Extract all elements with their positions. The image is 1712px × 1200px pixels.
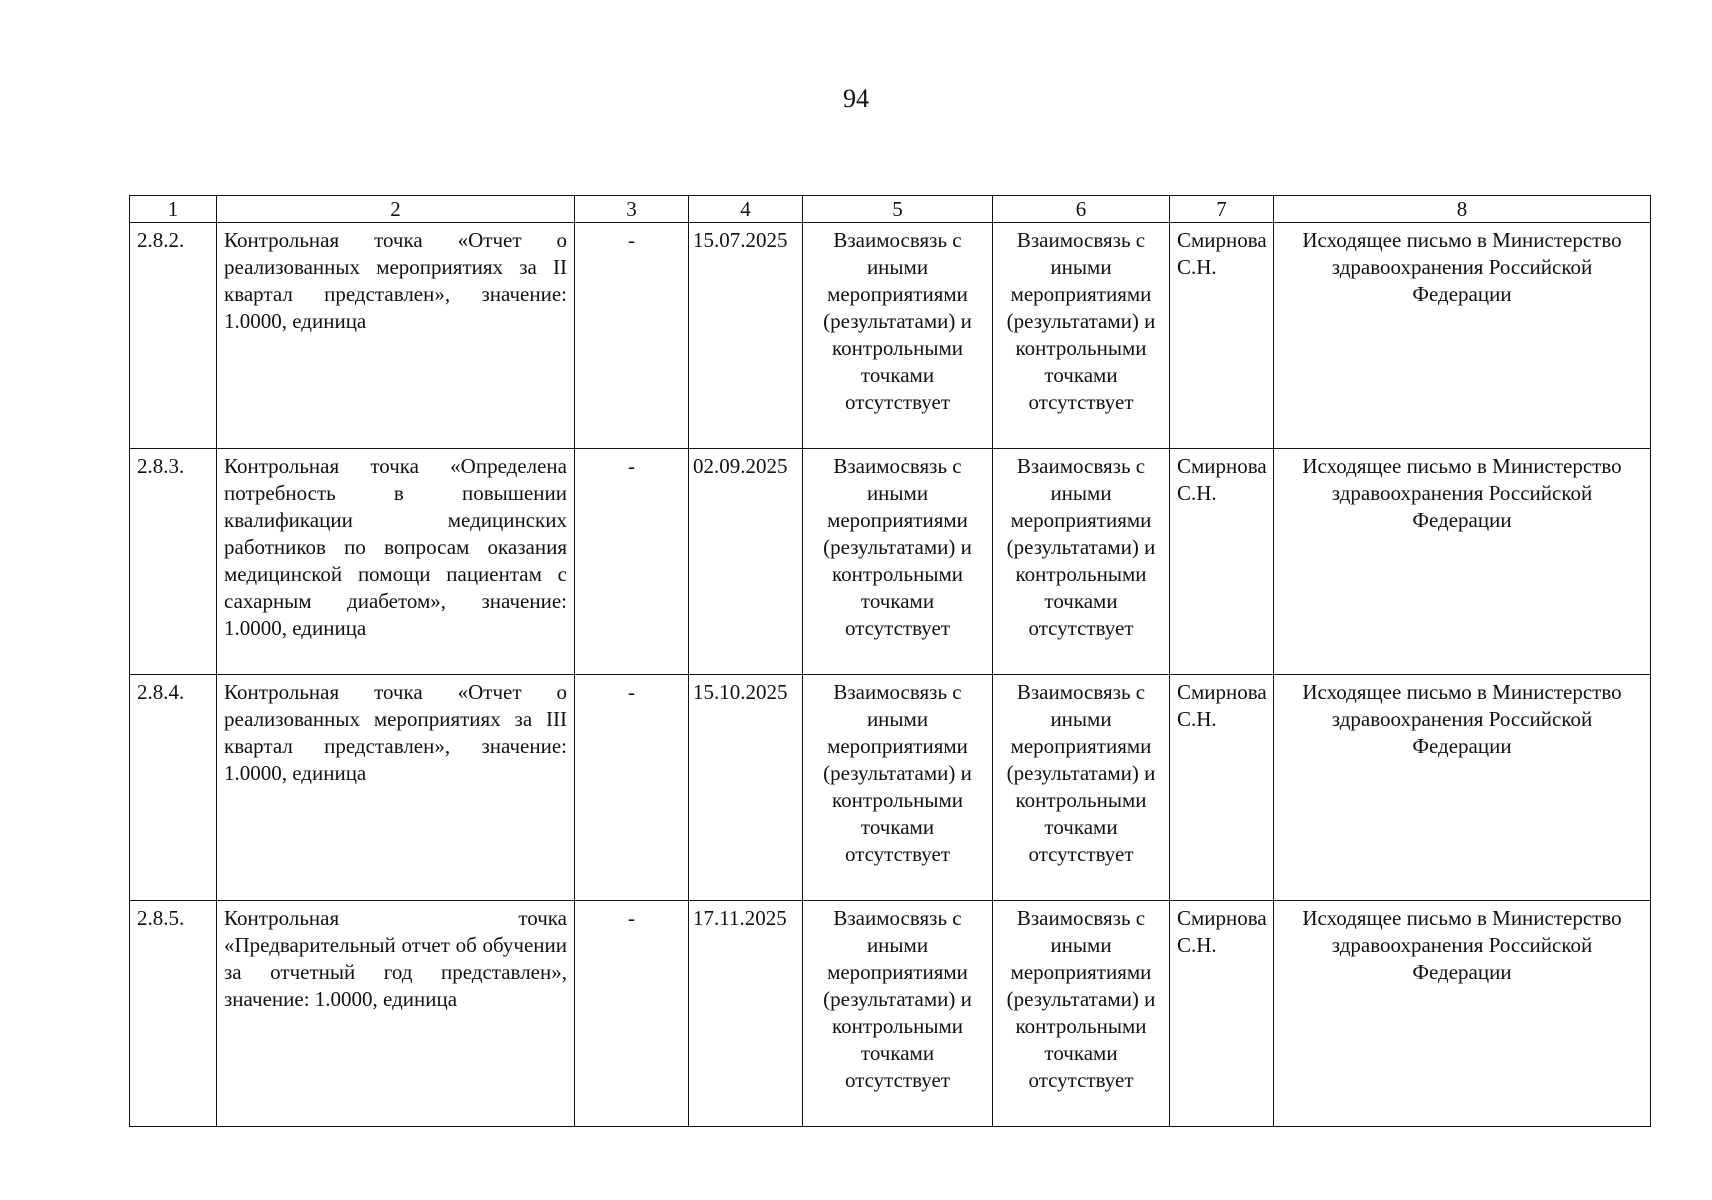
control-point-name: Контрольная точка «Определена потребность в повышении квалификации медицинских работников по вопросам оказания медицинской помощи пациентам с сахарным диабетом», значение: 1.0000, единица [217,449,575,675]
responsible-person: Смирнова С.Н. [1170,901,1274,1127]
confirming-document: Исходящее письмо в Министерство здравоохранения Российской Федерации [1274,901,1651,1127]
table-row [130,223,1651,449]
column-header: 2 [217,196,575,223]
deadline-date: 15.10.2025 [689,675,803,901]
deadline-date: 02.09.2025 [689,449,803,675]
column-header: 8 [1274,196,1651,223]
control-point-name: Контрольная точка «Отчет о реализованных мероприятиях за III квартал представлен», значение: 1.0000, единица [217,675,575,901]
relation-next: Взаимосвязь с иными мероприятиями (результатами) и контрольными точками отсутствует [993,901,1170,1127]
column-header: 3 [575,196,689,223]
column-header: 4 [689,196,803,223]
column-header: 7 [1170,196,1274,223]
row-id: 2.8.3. [130,449,217,675]
relation-prev: Взаимосвязь с иными мероприятиями (результатами) и контрольными точками отсутствует [803,449,993,675]
dash-cell: - [575,449,689,675]
dash-cell: - [575,223,689,449]
control-points-table [129,195,1651,1127]
header-row [130,196,1651,223]
confirming-document: Исходящее письмо в Министерство здравоохранения Российской Федерации [1274,449,1651,675]
table-row [130,901,1651,1127]
deadline-date: 17.11.2025 [689,901,803,1127]
deadline-date: 15.07.2025 [689,223,803,449]
table-row [130,449,1651,675]
relation-prev: Взаимосвязь с иными мероприятиями (результатами) и контрольными точками отсутствует [803,675,993,901]
relation-prev: Взаимосвязь с иными мероприятиями (результатами) и контрольными точками отсутствует [803,223,993,449]
column-header: 1 [130,196,217,223]
relation-next: Взаимосвязь с иными мероприятиями (результатами) и контрольными точками отсутствует [993,223,1170,449]
control-point-name: Контрольная точка «Предварительный отчет об обучении за отчетный год представлен», значение: 1.0000, единица [217,901,575,1127]
responsible-person: Смирнова С.Н. [1170,675,1274,901]
confirming-document: Исходящее письмо в Министерство здравоохранения Российской Федерации [1274,223,1651,449]
row-id: 2.8.2. [130,223,217,449]
relation-next: Взаимосвязь с иными мероприятиями (результатами) и контрольными точками отсутствует [993,449,1170,675]
relation-next: Взаимосвязь с иными мероприятиями (результатами) и контрольными точками отсутствует [993,675,1170,901]
page-number: 94 [843,84,869,113]
confirming-document: Исходящее письмо в Министерство здравоохранения Российской Федерации [1274,675,1651,901]
dash-cell: - [575,675,689,901]
column-header: 5 [803,196,993,223]
row-id: 2.8.4. [130,675,217,901]
responsible-person: Смирнова С.Н. [1170,449,1274,675]
relation-prev: Взаимосвязь с иными мероприятиями (результатами) и контрольными точками отсутствует [803,901,993,1127]
responsible-person: Смирнова С.Н. [1170,223,1274,449]
dash-cell: - [575,901,689,1127]
control-point-name: Контрольная точка «Отчет о реализованных мероприятиях за II квартал представлен», значение: 1.0000, единица [217,223,575,449]
table-row [130,675,1651,901]
row-id: 2.8.5. [130,901,217,1127]
column-header: 6 [993,196,1170,223]
